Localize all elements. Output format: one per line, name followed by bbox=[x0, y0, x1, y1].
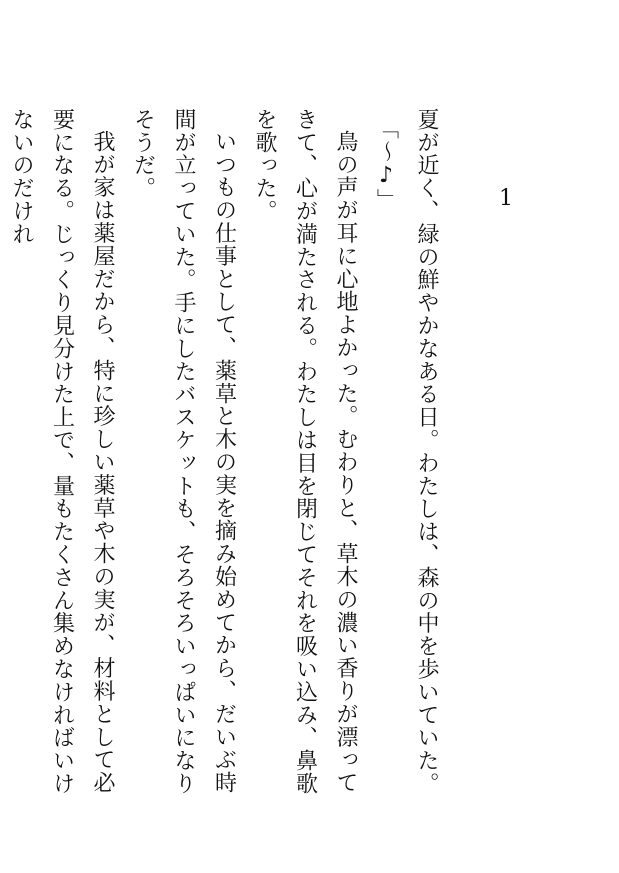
paragraph-humming: 「〜♪」 bbox=[373, 116, 399, 212]
paragraph-pharmacy: 我が家は薬屋だから、特に珍しい薬草や木の実が、材料として必要になる。じっくり見分けた上で、量もたくさん集めなければいけないのだけれ bbox=[9, 108, 115, 795]
paragraph-birdsong: 鳥の声が耳に心地よかった。むわりと、草木の濃い香りが漂ってきて、心が満たされる。わたしは目を閉じてそれを吸い込み、鼻歌を歌った。 bbox=[252, 108, 358, 795]
paragraph-opening: 夏が近く、緑の鮮やかなある日。わたしは、森の中を歩いていた。 bbox=[414, 108, 439, 795]
body-text bbox=[9, 108, 446, 798]
chapter-number: 1 bbox=[499, 186, 513, 211]
paragraph-work: いつもの仕事として、薬草と木の実を摘み始めてから、だいぶ時間が立っていた。手にしたバスケットも、そろそろいっぱいになりそうだ。 bbox=[130, 108, 237, 795]
